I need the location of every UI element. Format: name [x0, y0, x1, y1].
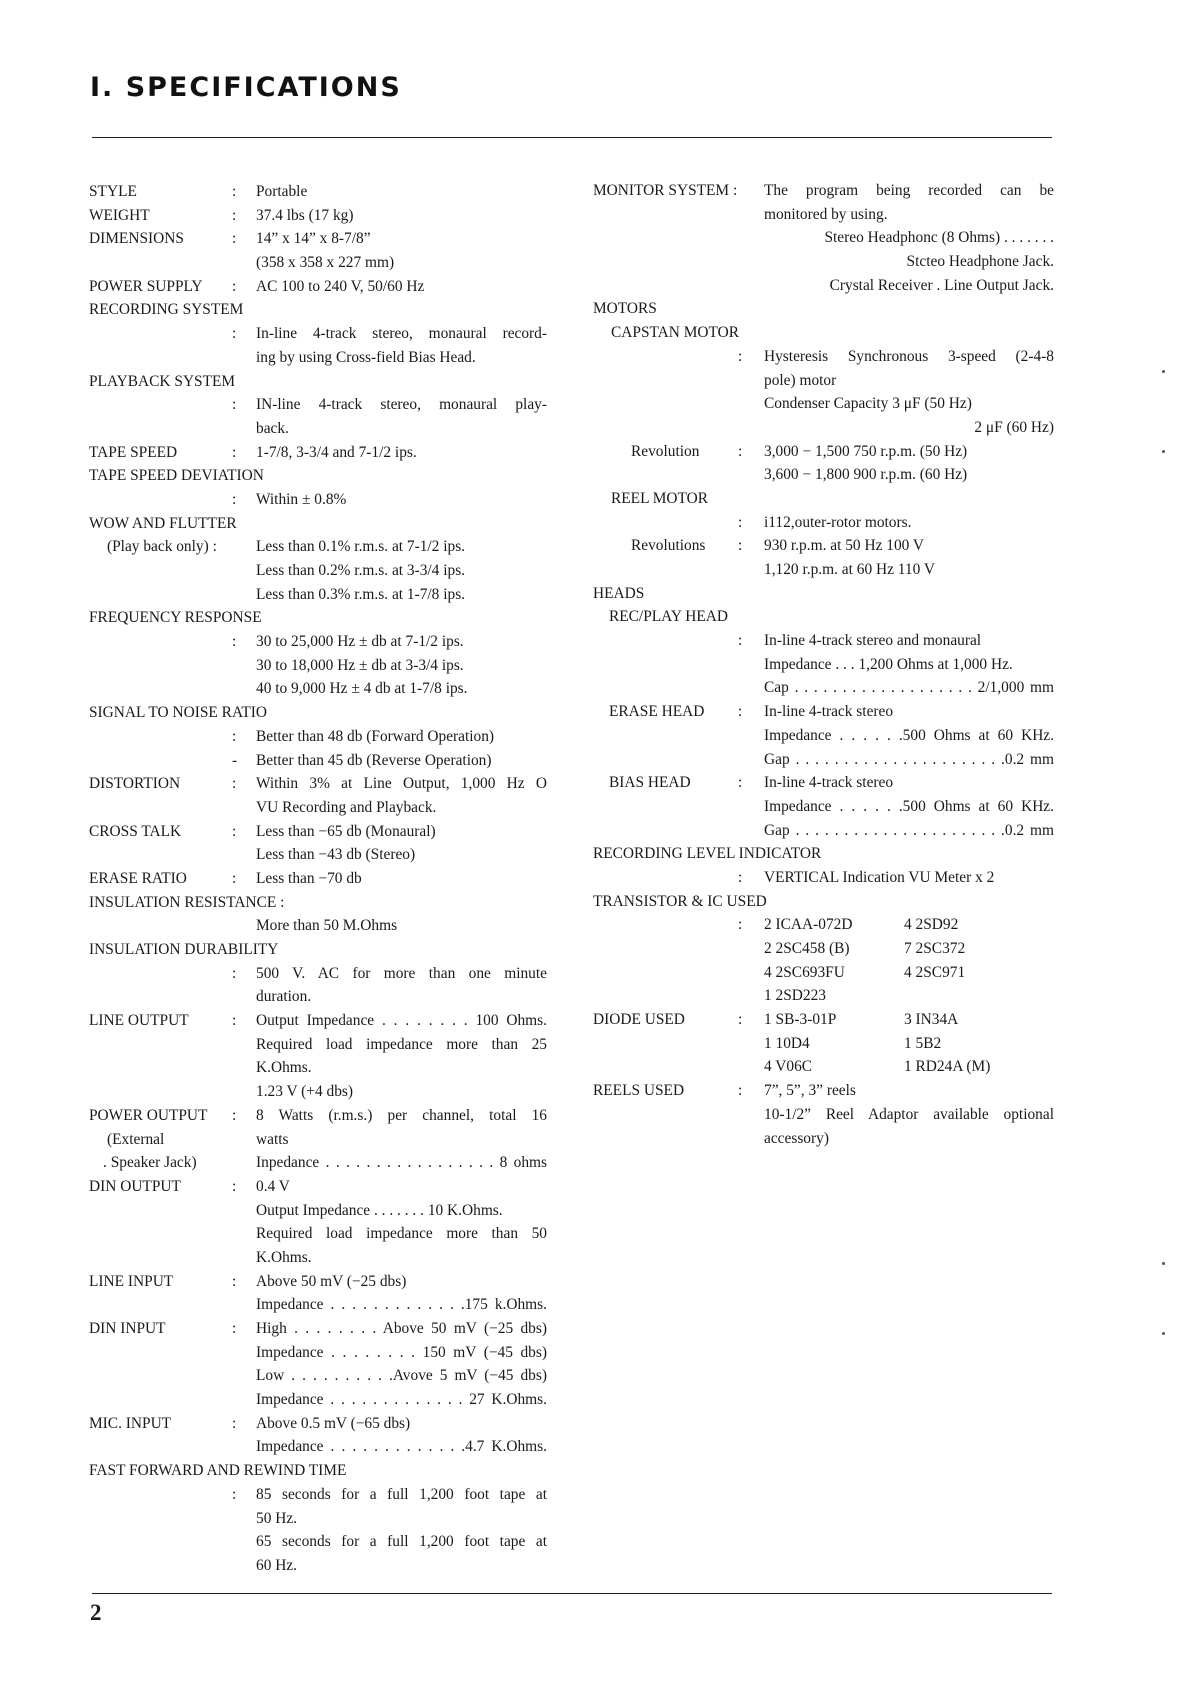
spec-row: [89, 725, 551, 749]
spec-row: [89, 298, 551, 322]
spec-value: 1 2SD223: [764, 987, 826, 1005]
spec-value: Inpedance . . . . . . . . . . . . . . . . . 8 ohms: [256, 1154, 547, 1172]
spec-value: 2 2SC458 (B): [764, 940, 850, 957]
spec-colon: :: [232, 822, 237, 840]
spec-row: [89, 204, 551, 228]
spec-colon: :: [232, 1414, 237, 1432]
spec-row: [593, 1103, 1053, 1127]
spec-label: MIC. INPUT: [89, 1414, 172, 1432]
spec-value: 3,000 − 1,500 750 r.p.m. (50 Hz): [764, 442, 968, 460]
spec-row: [89, 370, 551, 394]
spec-label: Revolutions: [631, 537, 706, 555]
spec-row: [593, 463, 1053, 487]
spec-row: [89, 1435, 551, 1459]
spec-row: [593, 1032, 1053, 1056]
spec-row: [89, 1507, 551, 1531]
spec-value: Less than 0.1% r.m.s. at 7-1/2 ips.: [256, 538, 466, 556]
spec-row: [89, 1293, 551, 1317]
spec-row: [89, 1104, 551, 1128]
spec-label: DIODE USED: [593, 1011, 685, 1029]
spec-row: [593, 511, 1053, 535]
spec-colon: :: [232, 1485, 237, 1503]
spec-colon: :: [232, 775, 237, 793]
spec-row: [593, 748, 1053, 772]
spec-colon: :: [738, 774, 743, 792]
scan-speck: [1162, 1262, 1165, 1265]
spec-value: Stereo Headphonc (8 Ohms) . . . . . . .: [824, 229, 1054, 247]
spec-value: Condenser Capacity 3 μF (50 Hz): [764, 395, 972, 413]
spec-value: Better than 48 db (Forward Operation): [256, 727, 495, 745]
spec-value: K.Ohms.: [256, 1248, 312, 1266]
spec-value: High . . . . . . . . Above 50 mV (−25 dbs): [256, 1320, 547, 1337]
spec-row: [593, 297, 1053, 321]
spec-label: REC/PLAY HEAD: [609, 608, 729, 626]
spec-row: [593, 913, 1053, 937]
spec-value: Less than 0.2% r.m.s. at 3-3/4 ips.: [256, 562, 466, 579]
spec-label: TAPE SPEED DEVIATION: [89, 467, 264, 485]
spec-colon: :: [232, 490, 237, 508]
spec-colon: :: [232, 964, 237, 982]
spec-value: 0.4 V: [256, 1177, 290, 1195]
spec-value-second: 1 RD24A (M): [904, 1058, 991, 1076]
spec-row: [89, 1151, 551, 1175]
spec-row: [89, 1009, 551, 1033]
scan-speck: [1162, 450, 1165, 453]
spec-label: FREQUENCY RESPONSE: [89, 609, 262, 627]
spec-row: [593, 605, 1053, 629]
spec-value: Required load impedance more than 50: [256, 1225, 547, 1243]
spec-colon: :: [738, 537, 743, 555]
spec-row: [89, 867, 551, 891]
spec-label: WEIGHT: [89, 206, 150, 224]
spec-label: WOW AND FLUTTER: [89, 514, 237, 532]
spec-row: [593, 1079, 1053, 1103]
spec-row: [593, 629, 1053, 653]
spec-value: Above 50 mV (−25 dbs): [256, 1272, 407, 1290]
spec-value: Hysteresis Synchronous 3-speed (2-4-8: [764, 347, 1054, 365]
spec-value: Impedance . . . . . .500 Ohms at 60 KHz.: [764, 726, 1054, 744]
spec-value: 1,120 r.p.m. at 60 Hz 110 V: [764, 561, 935, 578]
spec-value: 60 Hz.: [256, 1556, 298, 1574]
spec-row: [89, 677, 551, 701]
spec-label: MOTORS: [593, 300, 657, 318]
spec-value: Impedance . . . 1,200 Ohms at 1,000 Hz.: [764, 655, 1013, 673]
spec-value: Crystal Receiver . Line Output Jack.: [829, 276, 1054, 294]
spec-row: [593, 961, 1053, 985]
spec-value: Within ± 0.8%: [256, 490, 347, 508]
spec-value-second: 3 IN34A: [904, 1011, 959, 1029]
spec-value: 37.4 lbs (17 kg): [256, 206, 354, 224]
spec-value: duration.: [256, 988, 312, 1006]
spec-row: [89, 1199, 551, 1223]
spec-row: [593, 321, 1053, 345]
spec-label: TAPE SPEED: [89, 443, 178, 461]
spec-row: [593, 724, 1053, 748]
header-rule: [92, 137, 1052, 138]
spec-value: 930 r.p.m. at 50 Hz 100 V: [764, 537, 925, 555]
spec-colon: :: [738, 442, 743, 460]
spec-value: In-line 4-track stereo and monaural: [764, 632, 982, 650]
spec-value: Impedance . . . . . . . . . . . . .175 k.Ohms.: [256, 1296, 547, 1314]
spec-value: 4 2SC693FU: [764, 963, 845, 981]
spec-row: [89, 559, 551, 583]
spec-row: [89, 227, 551, 251]
spec-row: [89, 1459, 551, 1483]
spec-row: [89, 1270, 551, 1294]
spec-label: BIAS HEAD: [609, 774, 691, 792]
spec-value: Impedance . . . . . . . . . . . . . 27 K.Ohms.: [256, 1391, 547, 1409]
spec-row: [89, 962, 551, 986]
spec-value: ing by using Cross-field Bias Head.: [256, 348, 476, 366]
spec-row: [593, 487, 1053, 511]
spec-row: [89, 417, 551, 441]
spec-colon: :: [738, 632, 743, 650]
spec-label: ERASE RATIO: [89, 869, 187, 887]
spec-value: 2 ICAA-072D: [764, 916, 853, 934]
spec-row: [89, 251, 551, 275]
spec-value: Less than −65 db (Monaural): [256, 822, 436, 840]
spec-row: [89, 180, 551, 204]
spec-colon: :: [232, 727, 237, 745]
spec-colon: :: [232, 869, 237, 887]
spec-colon: :: [738, 347, 743, 365]
spec-value: K.Ohms.: [256, 1059, 312, 1077]
page-number: 2: [90, 1600, 102, 1625]
spec-label: ERASE HEAD: [609, 703, 705, 721]
spec-label: POWER SUPPLY: [89, 277, 203, 295]
spec-label: PLAYBACK SYSTEM: [89, 372, 236, 390]
spec-value: In-line 4-track stereo, monaural record-: [256, 325, 547, 343]
spec-colon: -: [232, 751, 238, 769]
spec-colon: :: [232, 1012, 237, 1030]
spec-value: back.: [256, 419, 289, 437]
spec-colon: :: [738, 868, 743, 886]
spec-value: Within 3% at Line Output, 1,000 Hz O: [256, 775, 547, 793]
spec-row: [89, 749, 551, 773]
spec-colon: :: [232, 1320, 237, 1337]
spec-row: [89, 1412, 551, 1436]
spec-row: [89, 441, 551, 465]
spec-value: 50 Hz.: [256, 1509, 298, 1527]
spec-row: [89, 606, 551, 630]
spec-colon: :: [738, 513, 743, 531]
spec-value: watts: [256, 1130, 289, 1148]
spec-value: Low . . . . . . . . . .Avove 5 mV (−45 dbs): [256, 1367, 547, 1385]
spec-row: [593, 937, 1053, 961]
spec-colon: :: [738, 916, 743, 934]
spec-value: Output Impedance . . . . . . . 10 K.Ohms.: [256, 1201, 503, 1219]
spec-row: [593, 795, 1053, 819]
spec-value: 3,600 − 1,800 900 r.p.m. (60 Hz): [764, 466, 968, 484]
right-spec-column: [593, 179, 1053, 1150]
spec-row: [89, 1222, 551, 1246]
spec-value: pole) motor: [764, 371, 837, 389]
spec-row: [593, 1127, 1053, 1151]
spec-value: The program being recorded can be: [764, 182, 1054, 199]
spec-value-second: 7 2SC372: [904, 940, 966, 957]
spec-label: (External: [107, 1130, 165, 1148]
spec-row: [89, 1056, 551, 1080]
spec-label: FAST FORWARD AND REWIND TIME: [89, 1462, 347, 1480]
spec-label: REEL MOTOR: [611, 489, 709, 507]
spec-value: Required load impedance more than 25: [256, 1035, 547, 1053]
spec-row: [89, 1364, 551, 1388]
spec-value: Less than 0.3% r.m.s. at 1-7/8 ips.: [256, 585, 466, 603]
spec-label: TRANSISTOR & IC USED: [593, 892, 767, 910]
spec-value-second: 4 2SD92: [904, 916, 959, 934]
spec-row: [89, 275, 551, 299]
spec-row: [89, 322, 551, 346]
spec-row: [593, 392, 1053, 416]
spec-row: [593, 558, 1053, 582]
spec-row: [593, 369, 1053, 393]
spec-row: [89, 464, 551, 488]
spec-label: RECORDING SYSTEM: [89, 301, 244, 319]
spec-row: [593, 345, 1053, 369]
spec-colon: :: [738, 1082, 743, 1100]
spec-value: 10-1/2” Reel Adaptor available optional: [764, 1105, 1054, 1123]
spec-row: [593, 1055, 1053, 1079]
spec-value-second: 1 5B2: [904, 1034, 942, 1052]
spec-value: 65 seconds for a full 1,200 foot tape at: [256, 1533, 547, 1551]
spec-value: Better than 45 db (Reverse Operation): [256, 751, 492, 769]
spec-row: [593, 700, 1053, 724]
spec-row: [593, 842, 1053, 866]
spec-row: [89, 1483, 551, 1507]
spec-value: 7”, 5”, 3” reels: [764, 1082, 856, 1100]
spec-value: (358 x 358 x 227 mm): [256, 254, 395, 272]
spec-row: [89, 1033, 551, 1057]
spec-label: INSULATION DURABILITY: [89, 941, 279, 958]
spec-colon: :: [232, 230, 237, 248]
scan-speck: [1162, 370, 1165, 373]
spec-label: DIMENSIONS: [89, 230, 184, 248]
spec-row: [89, 1175, 551, 1199]
spec-colon: :: [232, 206, 237, 224]
spec-value: 30 to 25,000 Hz ± db at 7-1/2 ips.: [256, 633, 464, 651]
spec-row: [593, 771, 1053, 795]
spec-value: AC 100 to 240 V, 50/60 Hz: [256, 277, 425, 295]
spec-row: [89, 1554, 551, 1578]
spec-colon: :: [232, 277, 237, 295]
spec-label: DIN INPUT: [89, 1320, 166, 1337]
spec-label: STYLE: [89, 183, 137, 200]
spec-label: DISTORTION: [89, 775, 181, 793]
spec-row: [593, 866, 1053, 890]
spec-row: [89, 512, 551, 536]
spec-value: More than 50 M.Ohms: [256, 917, 398, 935]
spec-row: [593, 676, 1053, 700]
spec-colon: :: [738, 703, 743, 721]
spec-label: Revolution: [631, 442, 700, 460]
spec-value: 2 μF (60 Hz): [974, 418, 1054, 436]
spec-value-second: 4 2SC971: [904, 963, 966, 981]
spec-colon: :: [232, 633, 237, 651]
spec-colon: :: [232, 183, 237, 200]
spec-row: [89, 772, 551, 796]
spec-value: IN-line 4-track stereo, monaural play-: [256, 396, 547, 414]
spec-label: LINE OUTPUT: [89, 1012, 189, 1030]
spec-row: [89, 393, 551, 417]
spec-row: [89, 346, 551, 370]
spec-row: [89, 1388, 551, 1412]
spec-value: Portable: [256, 183, 308, 200]
spec-row: [89, 701, 551, 725]
spec-value: 85 seconds for a full 1,200 foot tape at: [256, 1485, 547, 1503]
footer-rule: [92, 1593, 1052, 1594]
spec-row: [89, 630, 551, 654]
spec-row: [89, 1128, 551, 1152]
spec-value: VERTICAL Indication VU Meter x 2: [764, 868, 995, 886]
spec-label: LINE INPUT: [89, 1272, 174, 1290]
spec-row: [89, 891, 551, 915]
spec-row: [593, 984, 1053, 1008]
spec-label: REELS USED: [593, 1082, 685, 1100]
spec-value: 1-7/8, 3-3/4 and 7-1/2 ips.: [256, 443, 417, 461]
spec-label: POWER OUTPUT: [89, 1106, 208, 1124]
spec-label: MONITOR SYSTEM :: [593, 182, 738, 199]
spec-row: [593, 226, 1053, 250]
spec-value: 40 to 9,000 Hz ± 4 db at 1-7/8 ips.: [256, 680, 468, 698]
spec-row: [89, 843, 551, 867]
spec-value: Gap . . . . . . . . . . . . . . . . . . . . . .0.2 mm: [764, 821, 1054, 839]
spec-label: DIN OUTPUT: [89, 1177, 181, 1195]
spec-value: monitored by using.: [764, 205, 888, 223]
spec-value: 8 Watts (r.m.s.) per channel, total 16: [256, 1106, 547, 1124]
spec-label: . Speaker Jack): [103, 1154, 197, 1172]
spec-label: SIGNAL TO NOISE RATIO: [89, 704, 267, 722]
spec-colon: :: [232, 1272, 237, 1290]
spec-row: [593, 1008, 1053, 1032]
spec-row: [593, 890, 1053, 914]
spec-row: [593, 534, 1053, 558]
spec-value: Impedance . . . . . .500 Ohms at 60 KHz.: [764, 797, 1054, 815]
spec-row: [593, 250, 1053, 274]
spec-colon: :: [232, 325, 237, 343]
spec-value: Above 0.5 mV (−65 dbs): [256, 1414, 411, 1432]
spec-label: CAPSTAN MOTOR: [611, 324, 740, 342]
spec-value: Impedance . . . . . . . . . . . . .4.7 K.Ohms.: [256, 1438, 547, 1456]
spec-row: [89, 820, 551, 844]
spec-value: Impedance . . . . . . . . 150 mV (−45 dbs): [256, 1343, 547, 1361]
spec-value: In-line 4-track stereo: [764, 703, 894, 721]
spec-row: [593, 416, 1053, 440]
spec-value: VU Recording and Playback.: [256, 798, 437, 816]
spec-row: [593, 582, 1053, 606]
spec-row: [593, 274, 1053, 298]
spec-value: Less than −43 db (Stereo): [256, 846, 416, 864]
spec-row: [593, 179, 1053, 203]
spec-label: CROSS TALK: [89, 822, 182, 840]
spec-row: [593, 440, 1053, 464]
spec-label: RECORDING LEVEL INDICATOR: [593, 845, 822, 863]
spec-row: [89, 914, 551, 938]
spec-row: [89, 1530, 551, 1554]
left-spec-column: [89, 180, 551, 1578]
spec-row: [89, 796, 551, 820]
spec-label: HEADS: [593, 584, 645, 602]
spec-row: [89, 583, 551, 607]
spec-row: [89, 1317, 551, 1341]
spec-row: [89, 1080, 551, 1104]
spec-row: [89, 985, 551, 1009]
spec-row: [593, 653, 1053, 677]
spec-row: [89, 535, 551, 559]
spec-colon: :: [232, 1177, 237, 1195]
spec-row: [89, 654, 551, 678]
spec-colon: :: [232, 443, 237, 461]
spec-row: [89, 1246, 551, 1270]
spec-label: INSULATION RESISTANCE :: [89, 893, 285, 911]
spec-row: [593, 203, 1053, 227]
spec-row: [89, 488, 551, 512]
spec-value: Output Impedance . . . . . . . . 100 Ohms.: [256, 1012, 547, 1030]
spec-value: accessory): [764, 1129, 829, 1147]
spec-value: i112,outer-rotor motors.: [764, 513, 912, 531]
spec-value: 1 SB-3-01P: [764, 1011, 837, 1029]
spec-row: [593, 819, 1053, 843]
spec-colon: :: [738, 1011, 743, 1029]
spec-value: Stcteo Headphone Jack.: [906, 253, 1054, 271]
page-title: I. SPECIFICATIONS: [90, 72, 402, 103]
spec-value: Less than −70 db: [256, 869, 362, 887]
spec-colon: :: [232, 1106, 237, 1124]
spec-value: 14” x 14” x 8-7/8”: [256, 230, 371, 248]
spec-value: Cap . . . . . . . . . . . . . . . . . . . 2/1,000 mm: [764, 679, 1054, 697]
spec-label: (Play back only) :: [107, 538, 217, 556]
spec-value: In-line 4-track stereo: [764, 774, 894, 792]
spec-value: Gap . . . . . . . . . . . . . . . . . . . . . .0.2 mm: [764, 750, 1054, 768]
spec-row: [89, 1341, 551, 1365]
spec-value: 1 10D4: [764, 1034, 810, 1052]
spec-value: 4 V06C: [764, 1058, 813, 1076]
spec-value: 1.23 V (+4 dbs): [256, 1083, 354, 1101]
spec-value: 30 to 18,000 Hz ± db at 3-3/4 ips.: [256, 656, 464, 674]
scan-speck: [1162, 1332, 1165, 1335]
spec-row: [89, 938, 551, 962]
spec-value: 500 V. AC for more than one minute: [256, 964, 547, 982]
spec-colon: :: [232, 396, 237, 414]
